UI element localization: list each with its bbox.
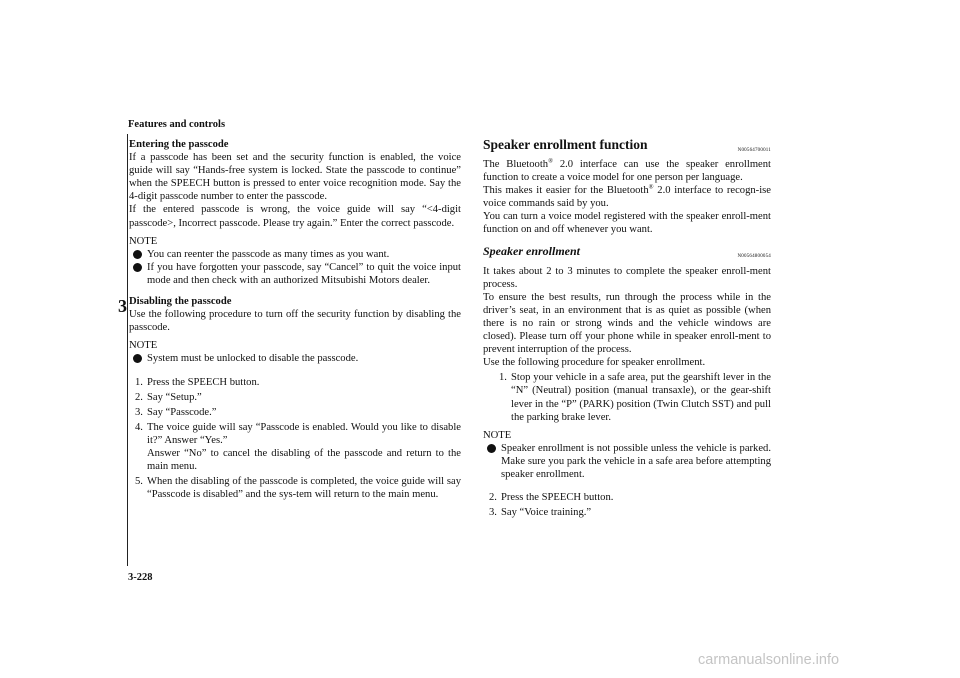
step-text: The voice guide will say “Passcode is enabled. Would you like to disable it?” Answer “Yes.” <box>147 421 461 446</box>
procedure-step <box>483 491 771 504</box>
step-number: 2. <box>489 492 497 504</box>
step-number: 3. <box>135 406 143 418</box>
enroll-para-1: It takes about 2 to 3 minutes to complete the speaker enroll-ment process. <box>483 265 771 290</box>
intro-para-2 <box>483 184 771 210</box>
procedure-step <box>129 421 461 473</box>
note-text: Speaker enrollment is not possible unless the vehicle is parked. Make sure you park the vehicle in a safe area before attempting speaker enrollment. <box>501 442 771 480</box>
step-number: 1. <box>499 372 507 384</box>
step-text: When the disabling of the passcode is completed, the voice guide will say “Passcode is disabled” and the sys-tem will return to the main menu. <box>147 476 461 501</box>
chapter-tab: 3 <box>118 296 127 316</box>
step-text: Press the SPEECH button. <box>501 492 614 504</box>
entering-passcode-heading: Entering the passcode <box>129 139 229 150</box>
entering-para-2: If the entered passcode is wrong, the voice guide will say “<4-digit passcode>, Incorrect passcode. Please try again.” Enter the correct passcode. <box>129 204 461 229</box>
intro-text: 2.0 interface can use the speaker enrollment function to create a voice model for one person per language. <box>483 159 772 184</box>
section-title: Speaker enrollment function <box>483 137 648 152</box>
bullet-icon <box>133 263 142 272</box>
intro-para-1 <box>483 158 771 184</box>
step-number: 3. <box>489 507 497 519</box>
note-text: You can reenter the passcode as many times as you want. <box>147 248 390 260</box>
enroll-para-3: Use the following procedure for speaker enrollment. <box>483 357 706 369</box>
side-rule <box>127 134 128 566</box>
section-code: N00564700011 <box>737 147 771 153</box>
step-number: 2. <box>135 391 143 403</box>
note-bullet <box>129 352 461 365</box>
procedure-step <box>483 506 771 519</box>
page-header: Features and controls <box>128 119 226 130</box>
intro-text: 2.0 interface to recogn-ise voice commands said by you. <box>483 185 771 210</box>
step-number: 1. <box>135 376 143 388</box>
procedure-step <box>129 376 461 389</box>
step-text: Say “Voice training.” <box>501 507 592 519</box>
intro-para-3: You can turn a voice model registered with the speaker enroll-ment function on and off whenever you want. <box>483 211 771 236</box>
subsection-code: N00564800054 <box>737 254 771 260</box>
procedure-step <box>129 475 461 501</box>
right-column <box>483 138 771 519</box>
note-text: If you have forgotten your passcode, say “Cancel” to quit the voice input mode and then check with an authorized Mitsubishi Motors dealer. <box>147 261 461 286</box>
subsection-title: Speaker enrollment <box>483 243 581 258</box>
procedure-step <box>129 406 461 419</box>
note-label: NOTE <box>129 235 158 247</box>
step-number: 5. <box>135 476 143 488</box>
entering-para-1: If a passcode has been set and the security function is enabled, the voice guide will say “Hands-free system is locked. State the passcode to continue” when the SPEECH button is pressed to enter voice recognition mode. Say the 4-digit passcode number to enter the passcode. <box>129 152 461 203</box>
procedure-step <box>129 391 461 404</box>
page-number: 3-228 <box>128 572 153 583</box>
registered-mark: ® <box>648 183 654 191</box>
note-text: System must be unlocked to disable the passcode. <box>147 353 359 365</box>
enroll-para-2: To ensure the best results, run through the process while in the driver’s seat, in an environment that is as quiet as possible (when there is no rain or strong winds and the vehicle windows are closed). Please turn off your phone while in speaker enroll-ment to prevent interruption of the process. <box>483 291 771 356</box>
bullet-icon <box>133 250 142 259</box>
note-label: NOTE <box>129 340 158 352</box>
procedure-step <box>483 371 771 423</box>
step-text: Say “Setup.” <box>147 391 202 403</box>
note-bullet <box>129 248 461 261</box>
left-column <box>129 138 461 501</box>
step-text: Press the SPEECH button. <box>147 376 260 388</box>
section-title-row <box>483 138 771 158</box>
step-text: Say “Passcode.” <box>147 406 217 418</box>
intro-text: This makes it easier for the Bluetooth <box>483 185 649 197</box>
note-label: NOTE <box>483 429 512 441</box>
registered-mark: ® <box>548 157 554 165</box>
footer-watermark[interactable]: carmanualsonline.info <box>698 652 840 668</box>
step-subtext: Answer “No” to cancel the disabling of the passcode and return to the main menu. <box>147 447 461 473</box>
note-bullet <box>483 442 771 481</box>
note-bullet <box>129 261 461 287</box>
bullet-icon <box>487 444 496 453</box>
bullet-icon <box>133 354 142 363</box>
disabling-passcode-heading: Disabling the passcode <box>129 296 232 308</box>
step-number: 4. <box>135 421 143 433</box>
step-text: Stop your vehicle in a safe area, put the gearshift lever in the “N” (Neutral) position (manual transaxle), or the gear-shift lever in the “P” (PARK) position (Twin Clutch SST) and pull the parking brake lever. <box>511 372 771 423</box>
disabling-para: Use the following procedure to turn off the security function by disabling the passcode. <box>129 309 461 334</box>
intro-text: The Bluetooth <box>483 159 549 170</box>
subsection-title-row <box>483 245 771 265</box>
